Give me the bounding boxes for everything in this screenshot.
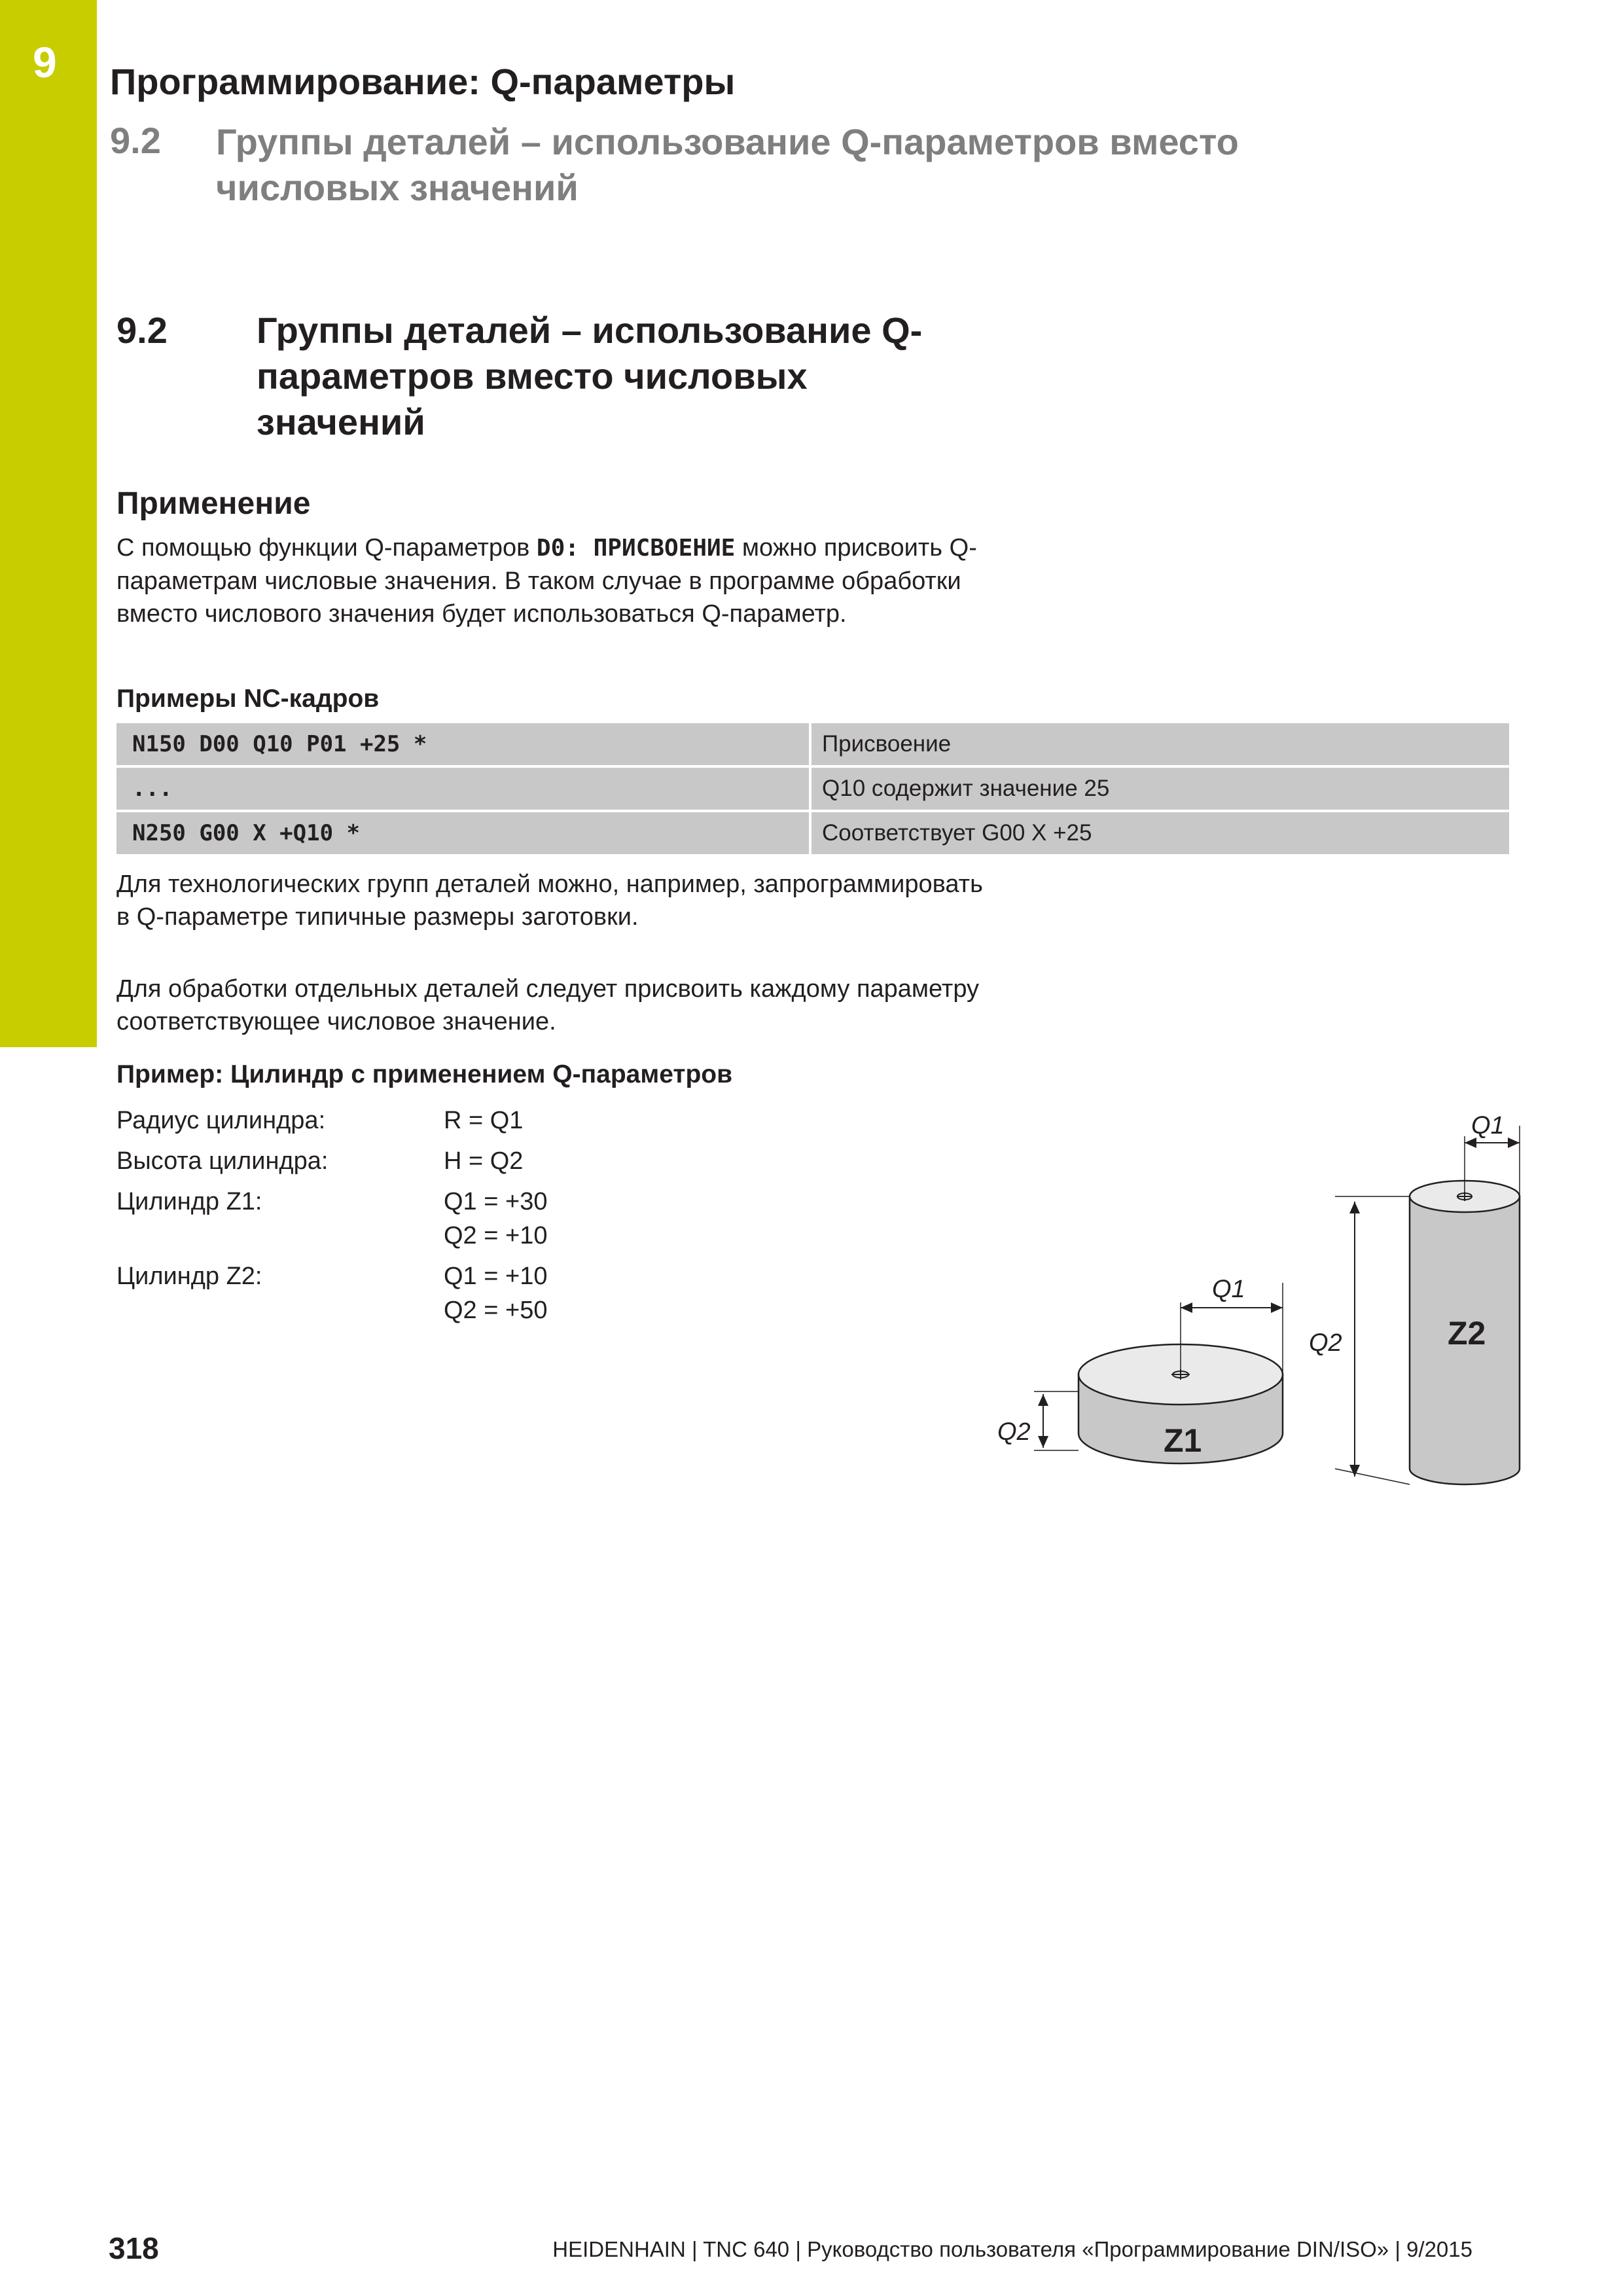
chapter-title: Программирование: Q-параметры — [110, 61, 736, 102]
height-label: Высота цилиндра: — [116, 1147, 329, 1175]
table-row — [116, 768, 1509, 810]
nc-code: N150 D00 Q10 P01 +25 * — [116, 723, 812, 765]
chapter-tab — [0, 0, 97, 1047]
nc-description: Q10 содержит значение 25 — [822, 776, 1110, 801]
z1-label: Z1 — [1164, 1422, 1202, 1459]
cylinder-z1-q1: Q1 = +30 — [444, 1188, 548, 1215]
nc-description: Присвоение — [822, 731, 952, 757]
z1-q1-dimension: Q1 — [1212, 1276, 1245, 1303]
cylinder-z2 — [1309, 1112, 1520, 1484]
height-value: H = Q2 — [444, 1147, 524, 1175]
section-number: 9.2 — [116, 310, 168, 351]
header-section-number: 9.2 — [110, 120, 161, 161]
nc-examples-table — [116, 723, 1509, 857]
nc-examples-label: Примеры NC-кадров — [116, 685, 380, 713]
table-row — [116, 723, 1509, 765]
paragraph-groups: Для технологических групп деталей можно, например, запрограммировать в Q-параметре типичные размеры заготовки. — [116, 870, 983, 931]
z1-q2-dimension: Q2 — [997, 1418, 1031, 1446]
cylinder-z1-label: Цилиндр Z1: — [116, 1188, 262, 1215]
chapter-number: 9 — [33, 38, 57, 86]
footer-text: HEIDENHAIN | TNC 640 | Руководство пользователя «Программирование DIN/ISO» | 9/2015 — [552, 2237, 1472, 2261]
section-title: Группы деталей – использование Q-параметров вместо числовых значений — [257, 310, 923, 442]
cylinder-z2-q1: Q1 = +10 — [444, 1263, 548, 1290]
nc-code: N250 G00 X +Q10 * — [116, 812, 812, 854]
cylinder-z2-q2: Q2 = +50 — [444, 1297, 548, 1324]
cylinder-z1 — [997, 1276, 1283, 1463]
example-heading: Пример: Цилиндр с применением Q-параметров — [116, 1060, 733, 1088]
cylinder-z1-q2: Q2 = +10 — [444, 1222, 548, 1249]
radius-value: R = Q1 — [444, 1107, 524, 1134]
intro-paragraph — [116, 531, 1000, 630]
header-section-title: Группы деталей – использование Q-параметров вместо числовых значений — [216, 121, 1239, 208]
table-row — [116, 812, 1509, 854]
nc-code: ... — [116, 768, 812, 810]
application-heading: Применение — [116, 486, 311, 521]
radius-label: Радиус цилиндра: — [116, 1107, 326, 1134]
nc-description: Соответствует G00 X +25 — [822, 820, 1092, 846]
intro-text-start: С помощью функции Q-параметров — [116, 534, 537, 562]
page-number: 318 — [109, 2231, 159, 2265]
z2-label: Z2 — [1448, 1315, 1486, 1352]
z2-q2-dimension: Q2 — [1309, 1329, 1342, 1357]
cylinder-z2-label: Цилиндр Z2: — [116, 1263, 262, 1290]
function-name: D0: ПРИСВОЕНИЕ — [536, 535, 736, 562]
paragraph-individual: Для обработки отдельных деталей следует присвоить каждому параметру соответствующее числовое значение. — [116, 975, 980, 1035]
z2-q1-dimension: Q1 — [1471, 1112, 1505, 1139]
cylinders-figure — [969, 1086, 1538, 1492]
intro-text-end: можно присвоить Q-параметрам числовые значения. В таком случае в программе обработки вместо числового значения будет использоваться Q-параметр. — [116, 534, 977, 628]
